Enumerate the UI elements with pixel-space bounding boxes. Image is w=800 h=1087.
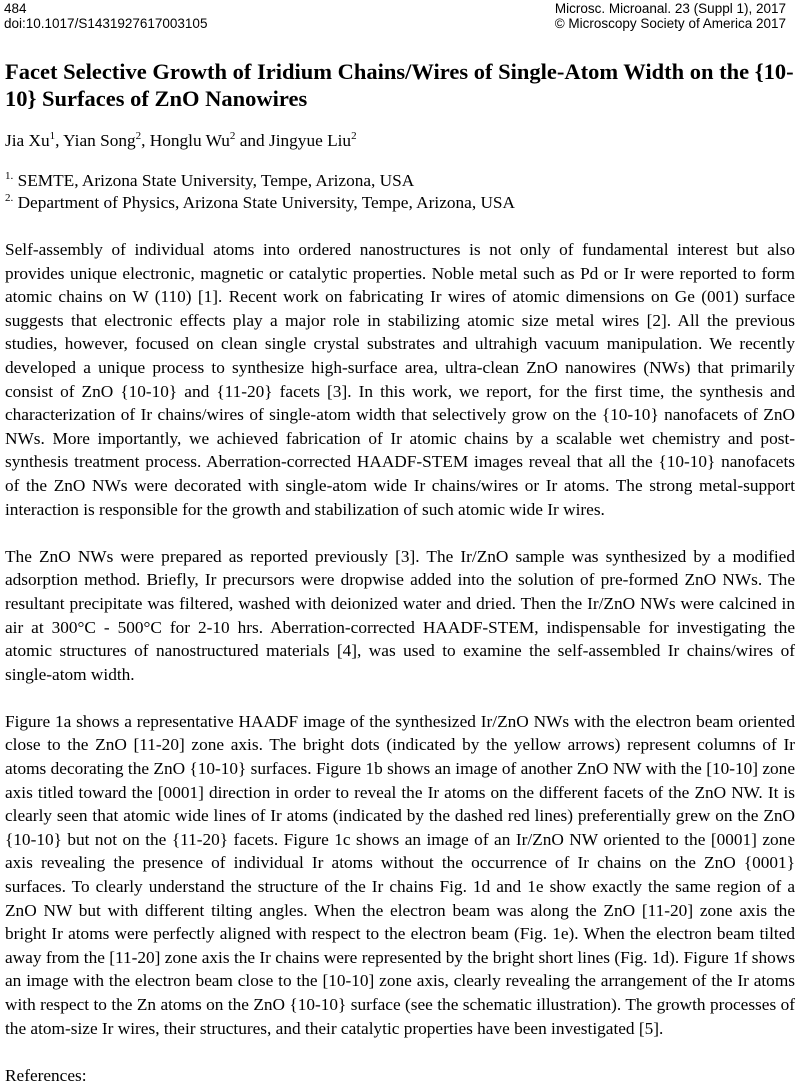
article-body	[5, 58, 795, 1087]
page-number: 484	[4, 1, 27, 16]
affiliation	[5, 192, 795, 214]
affiliation-text: SEMTE, Arizona State University, Tempe, Arizona, USA	[17, 171, 415, 190]
author-affil-mark: 2	[135, 130, 142, 143]
body-paragraph: Figure 1a shows a representative HAADF image of the synthesized Ir/ZnO NWs with the electron beam oriented close to the ZnO [11-20] zone axis. The bright dots (indicated by the yellow arrows) represent columns of Ir atoms decorating the ZnO {10-10} surfaces. Figure 1b shows an image of another ZnO NW with the [10-10] zone axis titled toward the [0001] direction in order to reveal the Ir atoms on the different facets of the ZnO NW. It is clearly seen that atomic wide lines of Ir atoms (indicated by the dashed red lines) preferentially grew on the ZnO {10-10} but not on the {11-20} facets. Figure 1c shows an image of an Ir/ZnO NW oriented to the [0001] zone axis revealing the presence of individual Ir atoms without the occurrence of Ir chains on the ZnO {0001} surfaces. To clearly understand the structure of the Ir chains Fig. 1d and 1e show exactly the same region of a ZnO NW but with different tilting angles. When the electron beam was along the ZnO [11-20] zone axis the bright Ir atoms were perfectly aligned with respect to the electron beam (Fig. 1e). When the electron beam tilted away from the [11-20] zone axis the Ir chains were represented by the bright short lines (Fig. 1d). Figure 1f shows an image with the electron beam close to the [10-10] zone axis, clearly revealing the arrangement of the Ir atoms with respect to the Zn atoms on the ZnO {10-10} surface (see the schematic illustration). The growth processes of the atom-size Ir wires, their structures, and their catalytic properties have been investigated [5].	[5, 711, 795, 1038]
body-paragraph: The ZnO NWs were prepared as reported previously [3]. The Ir/ZnO sample was synthesized by a modified adsorption method. Briefly, Ir precursors were dropwise added into the solution of pre-formed ZnO NWs. The resultant precipitate was filtered, washed with deionized water and dried. Then the Ir/ZnO NWs were calcined in air at 300°C - 500°C for 2-10 hrs. Aberration-corrected HAADF-STEM, indispensable for investigating the atomic structures of nanostructured materials [4], was used to examine the self-assembled Ir chains/wires of single-atom width.	[5, 546, 795, 684]
author-name: Jia Xu	[5, 131, 50, 150]
author-separator: ,	[55, 131, 64, 150]
doi[interactable]: doi:10.1017/S1431927617003105	[4, 16, 208, 31]
author-name: Honglu Wu	[149, 131, 230, 150]
affiliation-mark: 2.	[5, 192, 14, 205]
author-separator: and	[235, 131, 269, 150]
author-affil-mark: 1	[49, 130, 56, 143]
header-right	[555, 1, 786, 31]
author-affil-mark: 2	[351, 130, 357, 143]
body-paragraph: Self-assembly of individual atoms into ordered nanostructures is not only of fundamental interest but also provides unique electronic, magnetic or catalytic properties. Noble metal such as Pd or Ir were reported to form atomic chains on W (110) [1]. Recent work on fabricating Ir wires of atomic dimensions on Ge (001) surface suggests that electronic effects play a major role in stabilizing atomic size metal wires [2]. All the previous studies, however, focused on clean single crystal substrates and ultrahigh vacuum manipulation. We recently developed a unique process to synthesize high-surface area, ultra-clean ZnO nanowires (NWs) that primarily consist of ZnO {10-10} and {11-20} facets [3]. In this work, we report, for the first time, the synthesis and characterization of Ir chains/wires of single-atom width that selectively grow on the {10-10} nanofacets of ZnO NWs. More importantly, we achieved fabrication of Ir atomic chains by a scalable wet chemistry and post-synthesis treatment process. Aberration-corrected HAADF-STEM images reveal that all the {10-10} nanofacets of the ZnO NWs were decorated with single-atom wide Ir chains/wires or Ir atoms. The strong metal-support interaction is responsible for the growth and stabilization of such atomic wide Ir wires.	[5, 240, 795, 519]
affiliations	[5, 170, 795, 214]
author-name: Jingyue Liu	[269, 131, 352, 150]
author-name: Yian Song	[63, 131, 136, 150]
author-affil-mark: 2	[229, 130, 236, 143]
affiliation	[5, 170, 795, 192]
paper-title: Facet Selective Growth of Iridium Chains/Wires of Single-Atom Width on the {10-10} Surfaces of ZnO Nanowires	[5, 59, 794, 111]
affiliation-text: Department of Physics, Arizona State University, Tempe, Arizona, USA	[17, 193, 516, 212]
author-separator: ,	[141, 131, 150, 150]
copyright-notice: © Microscopy Society of America 2017	[554, 16, 786, 31]
author-list	[5, 130, 795, 152]
journal-citation: Microsc. Microanal. 23 (Suppl 1), 2017	[554, 1, 786, 16]
running-header	[0, 0, 800, 34]
header-left	[4, 1, 207, 31]
affiliation-mark: 1.	[5, 170, 14, 183]
references-heading: References:	[5, 1065, 87, 1085]
